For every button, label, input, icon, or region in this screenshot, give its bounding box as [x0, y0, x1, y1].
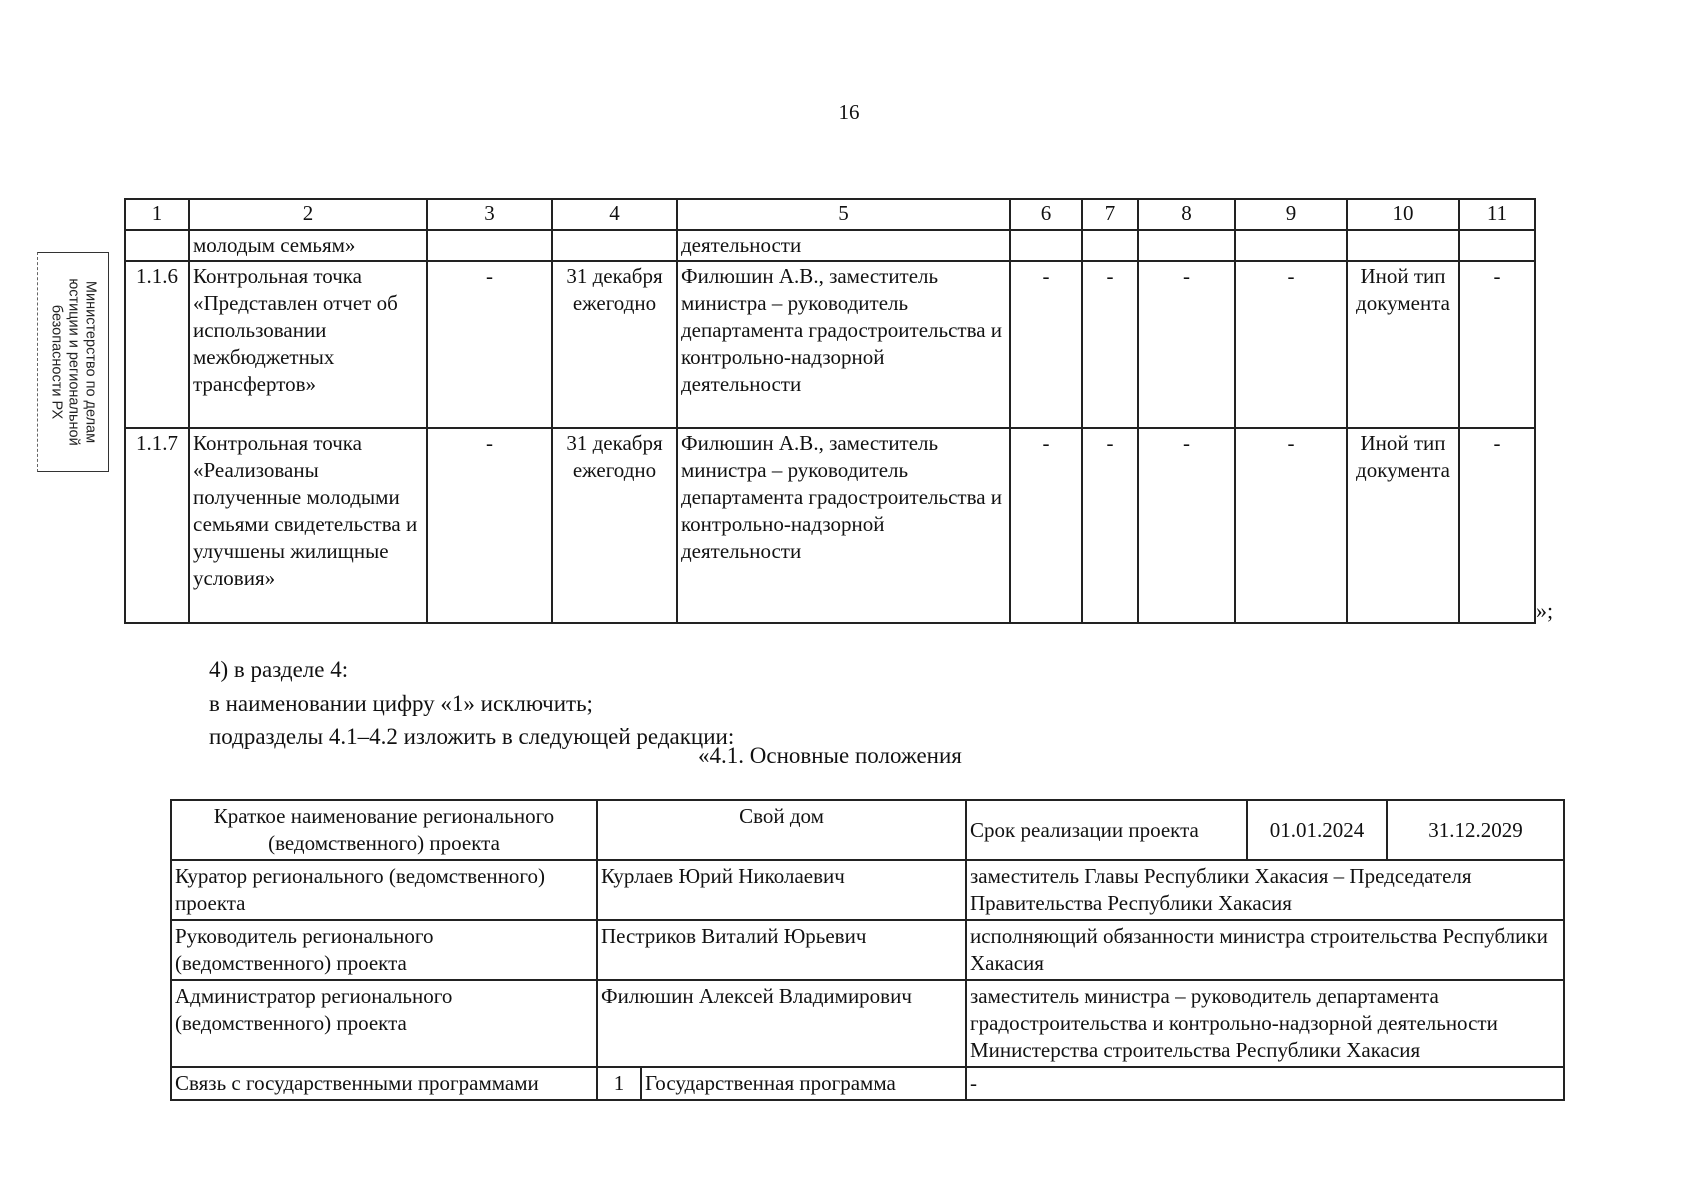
link-label: Связь с государственными программами	[171, 1067, 597, 1100]
table-cell: 31 декабря ежегодно	[552, 428, 677, 623]
column-number: 1	[125, 199, 189, 230]
table-cell: -	[427, 261, 552, 428]
table-cell: -	[427, 428, 552, 623]
table-cell: -	[1010, 261, 1082, 428]
table-cell	[1459, 230, 1535, 261]
table-cell	[1235, 230, 1347, 261]
link-value: -	[966, 1067, 1564, 1100]
control-points-table	[124, 198, 1536, 624]
admin-name: Филюшин Алексей Владимирович	[597, 980, 966, 1067]
amendment-paragraph: в наименовании цифру «1» исключить;	[209, 691, 593, 716]
table-cell: -	[1138, 428, 1235, 623]
head-position: исполняющий обязанности министра строительства Республики Хакасия	[966, 920, 1564, 980]
table-cell: молодым семьям»	[189, 230, 427, 261]
table-cell	[1010, 230, 1082, 261]
link-program: Государственная программа	[641, 1067, 966, 1100]
table-cell: Иной тип документа	[1347, 428, 1459, 623]
term-start: 01.01.2024	[1247, 800, 1387, 860]
table-header-row	[125, 199, 1535, 230]
closing-quote: »;	[1536, 598, 1554, 623]
column-number: 4	[552, 199, 677, 230]
table-row	[171, 980, 1564, 1067]
stamp-line: юстиции и региональной	[65, 278, 82, 446]
table-row	[171, 920, 1564, 980]
column-number: 8	[1138, 199, 1235, 230]
table-row	[125, 261, 1535, 428]
curator-name: Курлаев Юрий Николаевич	[597, 860, 966, 920]
table-cell	[1138, 230, 1235, 261]
registration-stamp	[37, 252, 109, 472]
table-cell: -	[1138, 261, 1235, 428]
amendment-paragraph: подразделы 4.1–4.2 изложить в следующей редакции:	[209, 724, 735, 749]
admin-label: Администратор регионального (ведомственного) проекта	[171, 980, 597, 1067]
table-cell: 31 декабря ежегодно	[552, 261, 677, 428]
table-cell	[1082, 230, 1138, 261]
term-end: 31.12.2029	[1387, 800, 1564, 860]
table-cell: Контрольная точка «Реализованы полученные молодыми семьями свидетельства и улучшены жилищные условия»	[189, 428, 427, 623]
column-number: 5	[677, 199, 1010, 230]
short-name-value: Свой дом	[597, 800, 966, 860]
column-number: 3	[427, 199, 552, 230]
curator-label: Куратор регионального (ведомственного) проекта	[171, 860, 597, 920]
column-number: 6	[1010, 199, 1082, 230]
table-cell	[125, 230, 189, 261]
table-row	[171, 800, 1564, 860]
table-cell: деятельности	[677, 230, 1010, 261]
head-label: Руководитель регионального (ведомственного) проекта	[171, 920, 597, 980]
table-cell	[1347, 230, 1459, 261]
table-cell: Филюшин А.В., заместитель министра – руководитель департамента градостроительства и контрольно-надзорной деятельности	[677, 428, 1010, 623]
amendment-paragraph: 4) в разделе 4:	[209, 657, 349, 682]
table-cell: -	[1235, 261, 1347, 428]
table-cell: -	[1082, 261, 1138, 428]
section-subtitle: «4.1. Основные положения	[698, 743, 962, 768]
project-info-table	[170, 799, 1565, 1101]
table-cell: 1.1.7	[125, 428, 189, 623]
table-cell: -	[1459, 428, 1535, 623]
head-name: Пестриков Виталий Юрьевич	[597, 920, 966, 980]
table-cell: -	[1082, 428, 1138, 623]
admin-position: заместитель министра – руководитель департамента градостроительства и контрольно-надзорной деятельности Министерства строительства Республики Хакасия	[966, 980, 1564, 1067]
column-number: 7	[1082, 199, 1138, 230]
table-row	[171, 860, 1564, 920]
table-cell: 1.1.6	[125, 261, 189, 428]
table-row	[171, 1067, 1564, 1100]
table-cell: Филюшин А.В., заместитель министра – руководитель департамента градостроительства и контрольно-надзорной деятельности	[677, 261, 1010, 428]
column-number: 9	[1235, 199, 1347, 230]
table-row	[125, 428, 1535, 623]
column-number: 2	[189, 199, 427, 230]
table-cell	[552, 230, 677, 261]
column-number: 11	[1459, 199, 1535, 230]
table-row	[125, 230, 1535, 261]
page-number: 16	[838, 100, 860, 124]
table-cell: -	[1459, 261, 1535, 428]
table-cell	[427, 230, 552, 261]
term-label: Срок реализации проекта	[966, 800, 1247, 860]
table-cell: -	[1010, 428, 1082, 623]
curator-position: заместитель Главы Республики Хакасия – Председателя Правительства Республики Хакасия	[966, 860, 1564, 920]
stamp-line: безопасности РХ	[48, 304, 65, 420]
short-name-label: Краткое наименование регионального (ведомственного) проекта	[171, 800, 597, 860]
column-number: 10	[1347, 199, 1459, 230]
table-cell: Контрольная точка «Представлен отчет об использовании межбюджетных трансфертов»	[189, 261, 427, 428]
table-cell: Иной тип документа	[1347, 261, 1459, 428]
stamp-line: Министерство по делам	[82, 280, 99, 444]
stamp-text	[48, 257, 99, 467]
link-number: 1	[597, 1067, 641, 1100]
table-cell: -	[1235, 428, 1347, 623]
